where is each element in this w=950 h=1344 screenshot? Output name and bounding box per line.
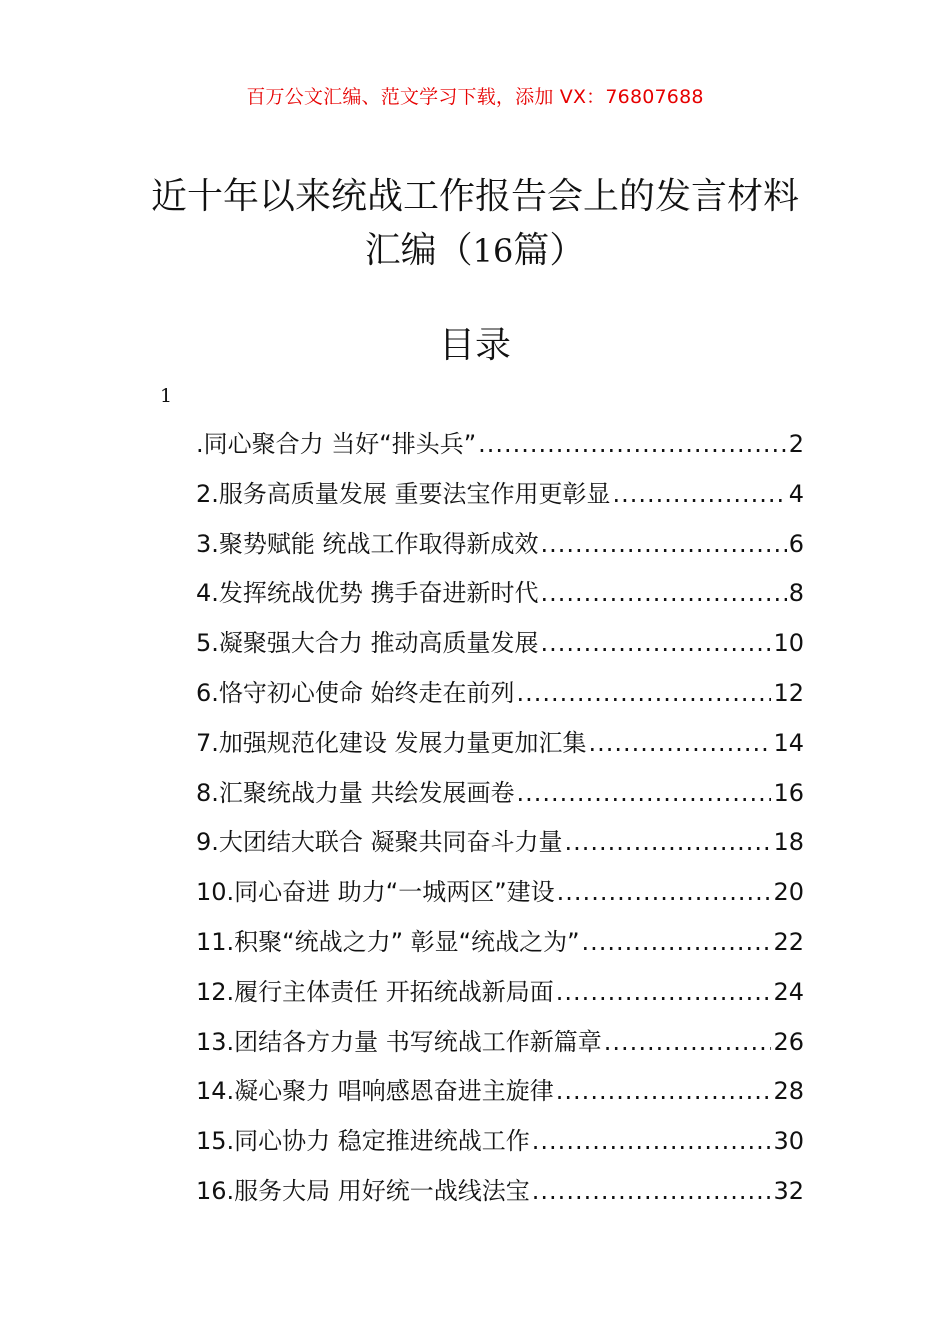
toc-entry-title: 9.大团结大联合 凝聚共同奋斗力量 <box>196 828 563 857</box>
toc-dot-leader <box>541 524 787 564</box>
toc-entry-page-number: 8 <box>788 579 804 608</box>
toc-entry[interactable] <box>196 822 804 872</box>
toc-entry-page-number: 26 <box>773 1027 804 1056</box>
toc-dot-leader <box>613 474 787 514</box>
toc-entry-title: .同心聚合力 当好“排头兵” <box>196 430 477 458</box>
toc-entry[interactable] <box>196 773 804 823</box>
toc-dot-leader <box>604 1022 772 1062</box>
toc-entry-title: 4.发挥统战优势 携手奋进新时代 <box>196 579 539 608</box>
toc-entry-title: 7.加强规范化建设 发展力量更加汇集 <box>196 728 587 757</box>
toc-entry-title: 16.服务大局 用好统一战线法宝 <box>196 1176 530 1205</box>
toc-entry-title: 15.同心协力 稳定推进统战工作 <box>196 1127 530 1156</box>
toc-entry[interactable] <box>196 573 804 623</box>
toc-entry-page-number: 2 <box>788 430 804 458</box>
toc-entry-title: 8.汇聚统战力量 共绘发展画卷 <box>196 778 515 807</box>
toc-entry-page-number: 16 <box>773 778 804 807</box>
toc-entry-page-number: 10 <box>773 629 804 658</box>
table-of-contents <box>196 424 804 1221</box>
toc-heading: 目录 <box>438 325 511 366</box>
toc-dot-leader <box>541 573 787 613</box>
toc-dot-leader <box>582 922 772 962</box>
toc-entry[interactable] <box>196 1121 804 1171</box>
toc-dot-leader <box>556 972 772 1012</box>
title-line-2-prefix: 汇编（ <box>364 230 473 271</box>
toc-entry-title: 11.积聚“统战之力” 彰显“统战之为” <box>196 927 580 956</box>
toc-entry[interactable] <box>196 424 804 474</box>
toc-entry-page-number: 4 <box>788 479 804 508</box>
toc-entry-page-number: 20 <box>773 878 804 907</box>
toc-dot-leader <box>541 623 772 663</box>
title-line-1: 近十年以来统战工作报告会上的发言材料 <box>150 176 799 217</box>
toc-dot-leader <box>517 673 772 713</box>
toc-entry[interactable] <box>196 872 804 922</box>
toc-entry-page-number: 30 <box>773 1127 804 1156</box>
toc-entry[interactable] <box>196 723 804 773</box>
toc-entry[interactable] <box>196 524 804 574</box>
toc-entry[interactable] <box>196 474 804 524</box>
toc-entry-page-number: 12 <box>773 678 804 707</box>
toc-entry-title: 5.凝聚强大合力 推动高质量发展 <box>196 629 539 658</box>
toc-entry-title: 13.团结各方力量 书写统战工作新篇章 <box>196 1027 602 1056</box>
toc-dot-leader <box>565 822 772 862</box>
toc-entry-page-number: 18 <box>773 828 804 857</box>
toc-entry[interactable] <box>196 972 804 1022</box>
toc-dot-leader <box>478 424 787 464</box>
toc-entry[interactable] <box>196 922 804 972</box>
toc-entry-page-number: 24 <box>773 977 804 1006</box>
toc-dot-leader <box>517 773 772 813</box>
toc-entry[interactable] <box>196 623 804 673</box>
toc-dot-leader <box>556 1071 772 1111</box>
toc-entry-title: 12.履行主体责任 开拓统战新局面 <box>196 977 554 1006</box>
toc-dot-leader <box>557 872 772 912</box>
toc-entry-title: 2.服务高质量发展 重要法宝作用更彰显 <box>196 479 611 508</box>
toc-entry-title: 6.恪守初心使命 始终走在前列 <box>196 678 515 707</box>
toc-entry-page-number: 6 <box>788 529 804 558</box>
toc-entry-title: 10.同心奋进 助力“一城两区”建设 <box>196 878 555 907</box>
header-promo-note: 百万公文汇编、范文学习下载，添加 VX：76807688 <box>246 86 704 108</box>
toc-marker: 1 <box>160 385 173 407</box>
toc-entry[interactable] <box>196 1022 804 1072</box>
toc-dot-leader <box>589 723 772 763</box>
toc-entry-page-number: 14 <box>773 728 804 757</box>
toc-entry-page-number: 32 <box>773 1176 804 1205</box>
toc-entry-title: 14.凝心聚力 唱响感恩奋进主旋律 <box>196 1077 554 1106</box>
toc-entry[interactable] <box>196 673 804 723</box>
toc-entry[interactable] <box>196 1171 804 1221</box>
toc-entry-page-number: 28 <box>773 1077 804 1106</box>
toc-dot-leader <box>532 1171 772 1211</box>
toc-entry-title: 3.聚势赋能 统战工作取得新成效 <box>196 529 539 558</box>
title-line-2-suffix: 篇） <box>513 230 586 271</box>
title-line-2-number: 16 <box>472 232 514 270</box>
toc-dot-leader <box>532 1121 772 1161</box>
toc-entry-page-number: 22 <box>773 927 804 956</box>
toc-entry[interactable] <box>196 1071 804 1121</box>
document-title <box>100 170 850 278</box>
